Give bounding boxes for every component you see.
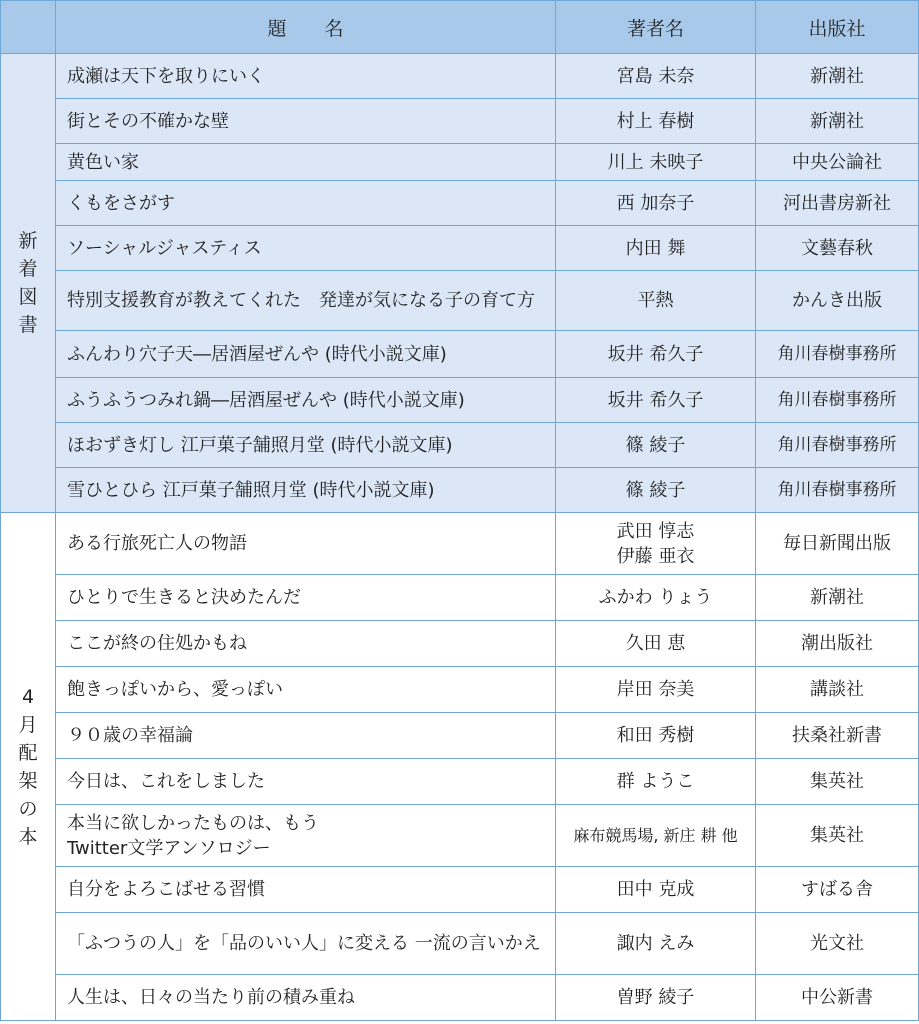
book-title: 自分をよろこばせる習慣: [56, 867, 556, 913]
book-title: 雪ひとひら 江戸菓子舗照月堂 (時代小説文庫): [56, 468, 556, 513]
table-row: [1, 713, 919, 759]
book-publisher: 集英社: [756, 805, 919, 867]
book-title: 今日は、これをしました: [56, 759, 556, 805]
table-row: [1, 99, 919, 144]
header-publisher: 出版社: [756, 1, 919, 54]
category-text: 新着図書: [18, 230, 38, 336]
table-row: [1, 805, 919, 867]
book-publisher: 光文社: [756, 913, 919, 975]
table-row: [1, 181, 919, 226]
book-title: くもをさがす: [56, 181, 556, 226]
book-publisher: 角川春樹事務所: [756, 331, 919, 378]
book-author: 坂井 希久子: [556, 378, 756, 423]
book-publisher: 新潮社: [756, 54, 919, 99]
book-author: 平熱: [556, 271, 756, 331]
table-row: [1, 378, 919, 423]
book-title: 成瀬は天下を取りにいく: [56, 54, 556, 99]
table-row: [1, 667, 919, 713]
book-publisher: 集英社: [756, 759, 919, 805]
book-author: 内田 舞: [556, 226, 756, 271]
book-publisher: 河出書房新社: [756, 181, 919, 226]
category-label-new: [1, 54, 56, 513]
book-author: 篠 綾子: [556, 423, 756, 468]
table-row: [1, 867, 919, 913]
category-text: 4月配架の本: [18, 685, 38, 848]
book-publisher: 角川春樹事務所: [756, 378, 919, 423]
book-publisher: 講談社: [756, 667, 919, 713]
header-title: 題 名: [56, 1, 556, 54]
book-publisher: 毎日新聞出版: [756, 513, 919, 575]
book-title: ソーシャルジャスティス: [56, 226, 556, 271]
book-publisher: 新潮社: [756, 99, 919, 144]
book-publisher: 新潮社: [756, 575, 919, 621]
book-title: 黄色い家: [56, 144, 556, 181]
book-publisher: 中公新書: [756, 975, 919, 1021]
book-publisher: 角川春樹事務所: [756, 423, 919, 468]
book-author: 久田 恵: [556, 621, 756, 667]
book-title: 飽きっぽいから、愛っぽい: [56, 667, 556, 713]
header-author: 著者名: [556, 1, 756, 54]
book-title: ふうふうつみれ鍋―居酒屋ぜんや (時代小説文庫): [56, 378, 556, 423]
book-author: ふかわ りょう: [556, 575, 756, 621]
book-author: 篠 綾子: [556, 468, 756, 513]
table-row: [1, 975, 919, 1021]
book-author: 麻布競馬場, 新庄 耕 他: [556, 805, 756, 867]
table-row: [1, 759, 919, 805]
book-author: 和田 秀樹: [556, 713, 756, 759]
book-title: ほおずき灯し 江戸菓子舗照月堂 (時代小説文庫): [56, 423, 556, 468]
table-row: [1, 575, 919, 621]
book-title: 「ふつうの人」を「品のいい人」に変える 一流の言いかえ: [56, 913, 556, 975]
book-author: 坂井 希久子: [556, 331, 756, 378]
table-row: [1, 144, 919, 181]
table-row: [1, 621, 919, 667]
book-author: 武田 惇志 伊藤 亜衣: [556, 513, 756, 575]
header-blank: [1, 1, 56, 54]
book-author: 西 加奈子: [556, 181, 756, 226]
table-row: [1, 54, 919, 99]
book-title: ここが終の住処かもね: [56, 621, 556, 667]
book-author: 川上 未映子: [556, 144, 756, 181]
book-author: 群 ようこ: [556, 759, 756, 805]
book-title: 街とその不確かな壁: [56, 99, 556, 144]
book-author: 田中 克成: [556, 867, 756, 913]
table-row: [1, 271, 919, 331]
book-author: 宮島 未奈: [556, 54, 756, 99]
table-row: [1, 226, 919, 271]
book-author: 曽野 綾子: [556, 975, 756, 1021]
table-body: [1, 54, 919, 1021]
book-publisher: 角川春樹事務所: [756, 468, 919, 513]
table-row: [1, 513, 919, 575]
category-label-april: [1, 513, 56, 1021]
book-publisher: 潮出版社: [756, 621, 919, 667]
book-publisher: 文藝春秋: [756, 226, 919, 271]
table-row: [1, 331, 919, 378]
book-title: 本当に欲しかったものは、もう Twitter文学アンソロジー: [56, 805, 556, 867]
book-title: 特別支援教育が教えてくれた 発達が気になる子の育て方: [56, 271, 556, 331]
book-author: 諏内 えみ: [556, 913, 756, 975]
book-publisher: すばる舎: [756, 867, 919, 913]
book-publisher: 扶桑社新書: [756, 713, 919, 759]
table-row: [1, 913, 919, 975]
header-row: [1, 1, 919, 54]
book-author: 岸田 奈美: [556, 667, 756, 713]
book-title: ９０歳の幸福論: [56, 713, 556, 759]
book-title: ひとりで生きると決めたんだ: [56, 575, 556, 621]
book-title: ふんわり穴子天―居酒屋ぜんや (時代小説文庫): [56, 331, 556, 378]
book-publisher: かんき出版: [756, 271, 919, 331]
book-title: 人生は、日々の当たり前の積み重ね: [56, 975, 556, 1021]
table-row: [1, 468, 919, 513]
table-row: [1, 423, 919, 468]
book-author: 村上 春樹: [556, 99, 756, 144]
book-publisher: 中央公論社: [756, 144, 919, 181]
book-title: ある行旅死亡人の物語: [56, 513, 556, 575]
